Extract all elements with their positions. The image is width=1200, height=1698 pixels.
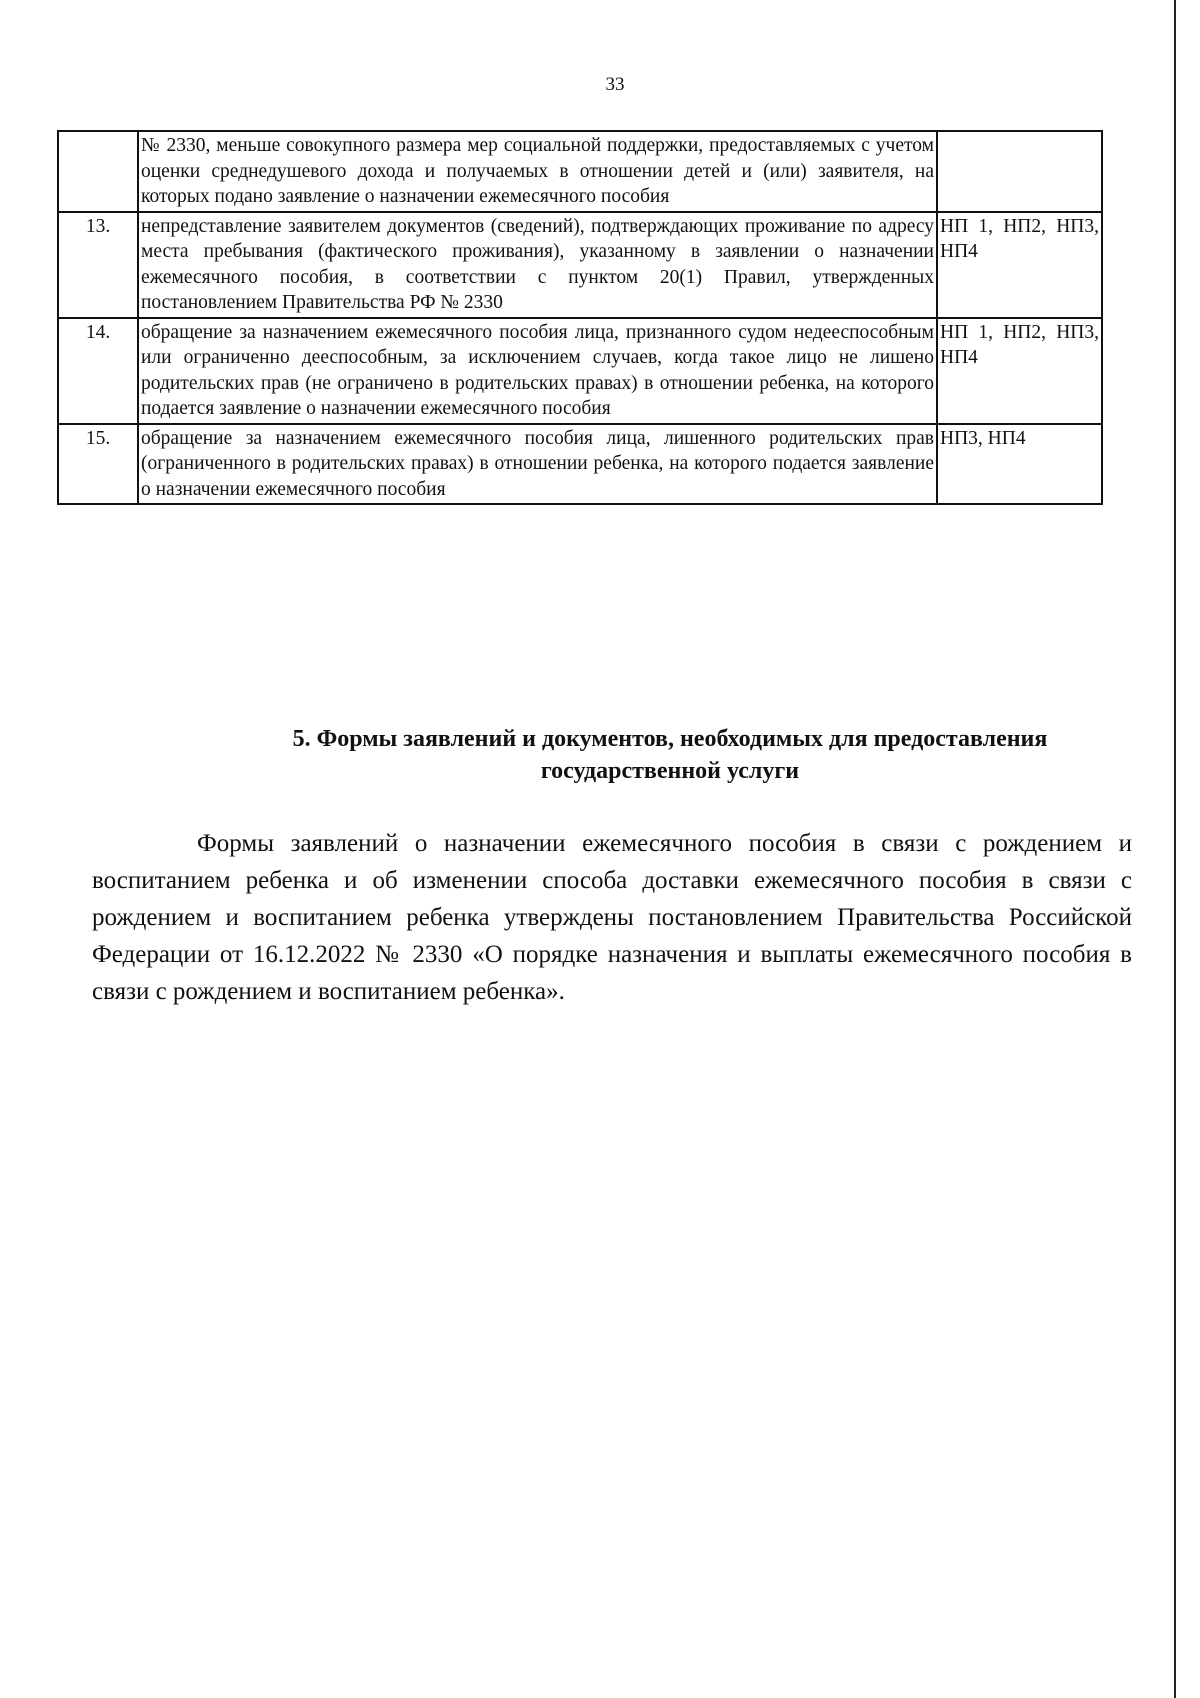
section-paragraph: Формы заявлений о назначении ежемесячного пособия в связи с рождением и воспитанием ребенка и об изменении способа доставки ежемесячного пособия в связи с рождением и воспитанием ребенка утверждены постановлением Правительства Российской Федерации от 16.12.2022 № 2330 «О порядке назначения и выплаты ежемесячного пособия в связи с рождением и воспитанием ребенка». [92,830,1132,1005]
section-heading-line1: 5. Формы заявлений и документов, необходимых для предоставления [292,726,1048,752]
row-codes: НП 1, НП2, НП3, НП4 [937,212,1102,318]
row-text: № 2330, меньше совокупного размера мер социальной поддержки, предоставляемых с учетом оценки среднедушевого дохода и получаемых в отношении детей и (или) заявителя, на которых подано заявление о назначении ежемесячного пособия [138,131,937,212]
section-heading [220,723,1120,787]
table-row [58,318,1102,424]
row-number [58,131,138,212]
page-edge-line [1174,0,1176,1698]
page-number: 33 [605,74,625,95]
section-heading-line2: государственной услуги [540,758,800,784]
table-row [58,131,1102,212]
row-text: обращение за назначением ежемесячного пособия лица, лишенного родительских прав (ограниченного в родительских правах) в отношении ребенка, на которого подается заявление о назначении ежемесячного пособия [138,424,937,505]
row-number: 13. [58,212,138,318]
row-number: 15. [58,424,138,505]
row-text: обращение за назначением ежемесячного пособия лица, признанного судом недееспособным или ограниченно дееспособным, за исключением случаев, когда такое лицо не лишено родительских прав (не ограничено в родительских правах) в отношении ребенка, на которого подается заявление о назначении ежемесячного пособия [138,318,937,424]
row-number: 14. [58,318,138,424]
row-text: непредставление заявителем документов (сведений), подтверждающих проживание по адресу места пребывания (фактического проживания), указанному в заявлении о назначении ежемесячного пособия, в соответствии с пунктом 20(1) Правил, утвержденных постановлением Правительства РФ № 2330 [138,212,937,318]
row-codes: НП 1, НП2, НП3, НП4 [937,318,1102,424]
table-row [58,212,1102,318]
row-codes: НП3, НП4 [937,424,1102,505]
row-codes [937,131,1102,212]
grounds-table [57,130,1103,505]
table-row [58,424,1102,505]
